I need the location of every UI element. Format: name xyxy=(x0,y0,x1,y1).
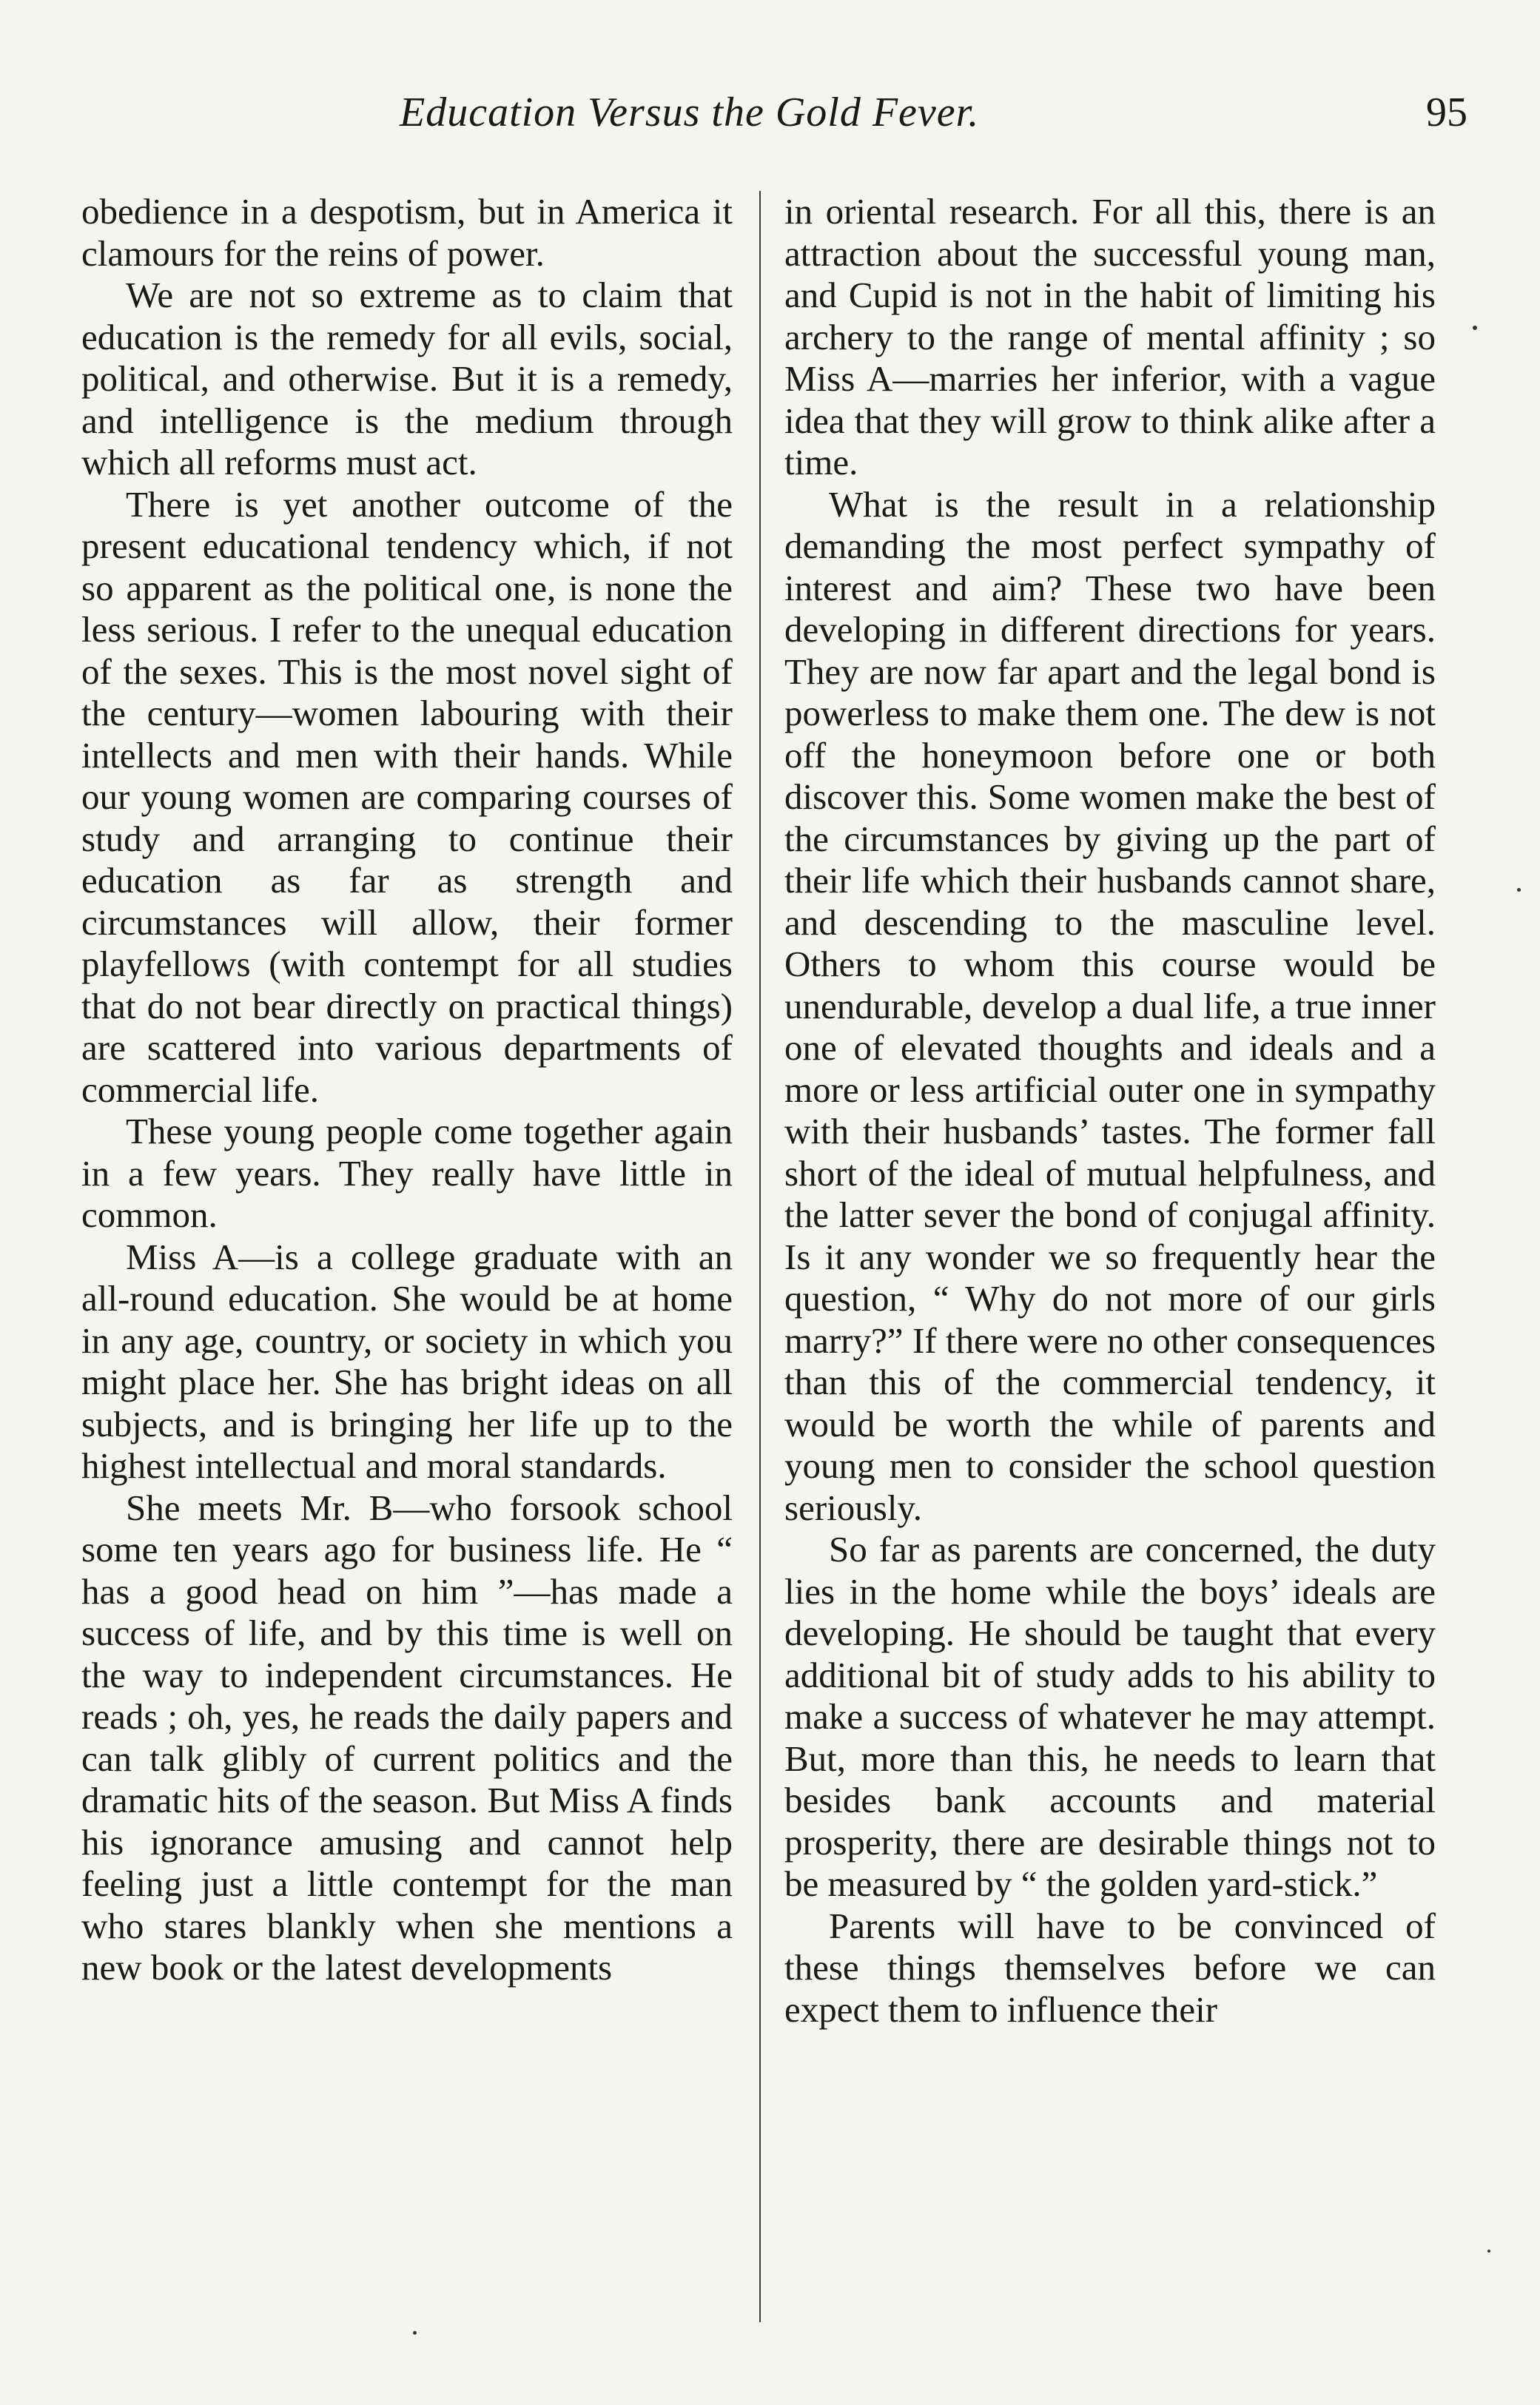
ink-speck xyxy=(413,2331,417,2335)
page-number: 95 xyxy=(1426,90,1467,135)
ink-speck xyxy=(1487,2250,1490,2253)
right-column xyxy=(784,191,1436,2031)
paragraph: She meets Mr. B—who forsook school some ten years ago for business life. He “ has a good head on him ”—has made a success of life, and by this time is well on the way to independent circumstances. He reads ; oh, yes, he reads the daily papers and can talk glibly of current politics and the dramatic hits of the season. But Miss A finds his ignorance amusing and cannot help feeling just a little contempt for the man who stares blankly when she mentions a new book or the latest developments xyxy=(81,1487,733,1988)
column-divider xyxy=(759,191,761,2322)
paragraph: in oriental research. For all this, there is an attraction about the successful young man, and Cupid is not in the habit of limiting his archery to the range of mental affinity ; so Miss A—marries her inferior, with a vague idea that they will grow to think alike after a time. xyxy=(784,191,1436,482)
running-title: Education Versus the Gold Fever. xyxy=(400,90,980,135)
paragraph: Miss A—is a college graduate with an all-round education. She would be at home in any age, country, or society in which you might place her. She has bright ideas on all subjects, and is bringing her life up to the highest intellectual and moral standards. xyxy=(81,1236,733,1486)
ink-speck xyxy=(1473,326,1477,330)
paragraph: There is yet another outcome of the present educational tendency which, if not so apparent as the political one, is none the less serious. I refer to the unequal education of the sexes. This is the most novel sight of the century—women labouring with their intellects and men with their hands. While our young women are comparing courses of study and arranging to continue their education as far as strength and circumstances will allow, their former playfellows (with contempt for all studies that do not bear directly on practical things) are scattered into various departments of commercial life. xyxy=(81,483,733,1110)
paragraph: obedience in a despotism, but in America it clamours for the reins of power. xyxy=(81,191,733,274)
ink-speck xyxy=(1517,888,1521,892)
left-column xyxy=(81,191,733,1989)
paragraph: What is the result in a relationship demanding the most perfect sympathy of interest and aim? These two have been developing in different directions for years. They are now far apart and the legal bond is powerless to make them one. The dew is not off the honeymoon before one or both discover this. Some women make the best of the circumstances by giving up the part of their life which their husbands cannot share, and descending to the masculine level. Others to whom this course would be unendurable, develop a dual life, a true inner one of elevated thoughts and ideals and a more or less artificial outer one in sympathy with their husbands’ tastes. The former fall short of the ideal of mutual helpfulness, and the latter sever the bond of conjugal affinity. Is it any wonder we so frequently hear the question, “ Why do not more of our girls marry?” If there were no other consequences than this of the commercial tendency, it would be worth the while of parents and young men to consider the school question seriously. xyxy=(784,483,1436,1528)
paragraph: We are not so extreme as to claim that education is the remedy for all evils, social, political, and otherwise. But it is a remedy, and intelligence is the medium through which all reforms must act. xyxy=(81,275,733,482)
page-header xyxy=(0,89,1540,155)
paragraph: These young people come together again in a few years. They really have little in common. xyxy=(81,1111,733,1235)
paragraph: Parents will have to be convinced of these things themselves before we can expect them to influence their xyxy=(784,1905,1436,2030)
paragraph: So far as parents are concerned, the duty lies in the home while the boys’ ideals are developing. He should be taught that every additional bit of study adds to his ability to make a success of whatever he may attempt. But, more than this, he needs to learn that besides bank accounts and material prosperity, there are desirable things not to be measured by “ the golden yard-stick.” xyxy=(784,1529,1436,1904)
